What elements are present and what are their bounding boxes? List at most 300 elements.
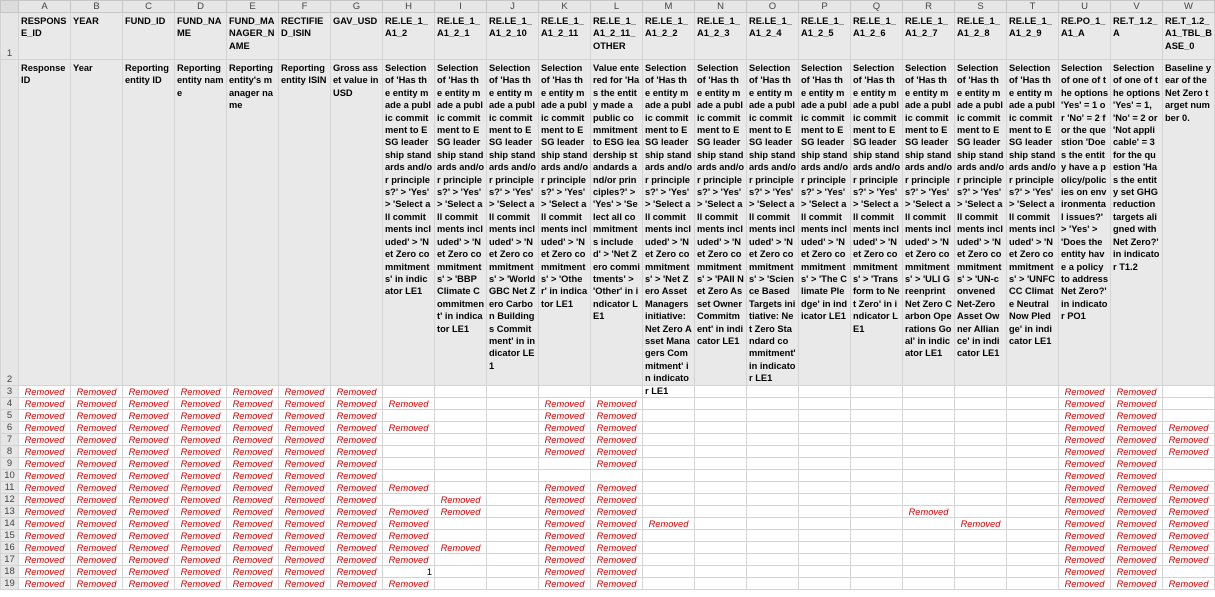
- data-cell[interactable]: [851, 506, 903, 518]
- data-cell[interactable]: [799, 482, 851, 494]
- column-header-a[interactable]: A: [19, 1, 71, 13]
- data-cell[interactable]: [851, 530, 903, 542]
- data-cell[interactable]: [695, 578, 747, 590]
- header-description-cell[interactable]: [227, 60, 279, 386]
- data-cell[interactable]: Removed: [175, 530, 227, 542]
- data-cell[interactable]: [955, 470, 1007, 482]
- data-cell[interactable]: [695, 446, 747, 458]
- header-description-cell[interactable]: [123, 60, 175, 386]
- data-cell[interactable]: [435, 482, 487, 494]
- data-cell[interactable]: Removed: [71, 554, 123, 566]
- column-header-b[interactable]: B: [71, 1, 123, 13]
- column-header-w[interactable]: W: [1163, 1, 1215, 13]
- data-cell[interactable]: Removed: [175, 542, 227, 554]
- data-cell[interactable]: Removed: [227, 386, 279, 398]
- data-cell[interactable]: [1007, 386, 1059, 398]
- column-header-n[interactable]: N: [695, 1, 747, 13]
- data-cell[interactable]: Removed: [19, 458, 71, 470]
- data-cell[interactable]: [747, 434, 799, 446]
- data-cell[interactable]: Removed: [175, 494, 227, 506]
- data-cell[interactable]: Removed: [539, 410, 591, 422]
- data-cell[interactable]: [695, 542, 747, 554]
- data-cell[interactable]: Removed: [383, 482, 435, 494]
- data-cell[interactable]: Removed: [1059, 530, 1111, 542]
- data-cell[interactable]: Removed: [19, 518, 71, 530]
- data-cell[interactable]: Removed: [19, 494, 71, 506]
- header-code-cell[interactable]: RE.LE_1_A1_2_4: [747, 13, 799, 60]
- data-cell[interactable]: [487, 434, 539, 446]
- data-cell[interactable]: Removed: [1059, 422, 1111, 434]
- data-cell[interactable]: Removed: [279, 542, 331, 554]
- row-header[interactable]: 9: [1, 458, 19, 470]
- data-cell[interactable]: [1007, 482, 1059, 494]
- data-cell[interactable]: Removed: [591, 542, 643, 554]
- data-cell[interactable]: [435, 422, 487, 434]
- data-cell[interactable]: [903, 386, 955, 398]
- row-header[interactable]: 18: [1, 566, 19, 578]
- data-cell[interactable]: Removed: [591, 422, 643, 434]
- data-cell[interactable]: Removed: [1059, 494, 1111, 506]
- data-cell[interactable]: Removed: [71, 446, 123, 458]
- data-cell[interactable]: [1007, 578, 1059, 590]
- data-cell[interactable]: Removed: [1163, 494, 1215, 506]
- data-cell[interactable]: Removed: [279, 410, 331, 422]
- data-cell[interactable]: Removed: [227, 470, 279, 482]
- data-cell[interactable]: Removed: [227, 482, 279, 494]
- header-code-cell[interactable]: RE.PO_1_A1_A: [1059, 13, 1111, 60]
- data-cell[interactable]: [955, 506, 1007, 518]
- data-cell[interactable]: [1007, 434, 1059, 446]
- data-cell[interactable]: Removed: [19, 434, 71, 446]
- header-code-cell[interactable]: GAV_USD: [331, 13, 383, 60]
- data-cell[interactable]: Removed: [1111, 446, 1163, 458]
- header-code-cell[interactable]: RE.LE_1_A1_2_11: [539, 13, 591, 60]
- data-cell[interactable]: Removed: [591, 434, 643, 446]
- data-cell[interactable]: [643, 506, 695, 518]
- data-cell[interactable]: Removed: [1059, 410, 1111, 422]
- data-cell[interactable]: [799, 566, 851, 578]
- header-code-cell[interactable]: RE.LE_1_A1_2_7: [903, 13, 955, 60]
- data-cell[interactable]: Removed: [227, 578, 279, 590]
- data-cell[interactable]: Removed: [591, 410, 643, 422]
- data-cell[interactable]: Removed: [19, 446, 71, 458]
- data-cell[interactable]: Removed: [71, 470, 123, 482]
- column-header-v[interactable]: V: [1111, 1, 1163, 13]
- data-cell[interactable]: [435, 434, 487, 446]
- data-cell[interactable]: Removed: [331, 518, 383, 530]
- data-cell[interactable]: [747, 554, 799, 566]
- header-description-cell[interactable]: [1111, 60, 1163, 386]
- data-cell[interactable]: Removed: [1163, 446, 1215, 458]
- data-cell[interactable]: Removed: [175, 482, 227, 494]
- data-cell[interactable]: Removed: [71, 518, 123, 530]
- data-cell[interactable]: [1163, 470, 1215, 482]
- header-description-cell[interactable]: [435, 60, 487, 386]
- data-cell[interactable]: [799, 542, 851, 554]
- data-cell[interactable]: Removed: [175, 410, 227, 422]
- data-cell[interactable]: Removed: [71, 398, 123, 410]
- data-cell[interactable]: [643, 446, 695, 458]
- data-cell[interactable]: [383, 410, 435, 422]
- data-cell[interactable]: [799, 470, 851, 482]
- data-cell[interactable]: [643, 398, 695, 410]
- data-cell[interactable]: Removed: [71, 566, 123, 578]
- data-cell[interactable]: [955, 446, 1007, 458]
- data-cell[interactable]: Removed: [1111, 386, 1163, 398]
- data-cell[interactable]: Removed: [123, 530, 175, 542]
- data-cell[interactable]: [955, 410, 1007, 422]
- data-cell[interactable]: [1163, 410, 1215, 422]
- row-header[interactable]: 12: [1, 494, 19, 506]
- header-description-cell[interactable]: [1007, 60, 1059, 386]
- data-cell[interactable]: Removed: [435, 494, 487, 506]
- data-cell[interactable]: [799, 434, 851, 446]
- row-header[interactable]: 17: [1, 554, 19, 566]
- data-cell[interactable]: Removed: [279, 554, 331, 566]
- data-cell[interactable]: Removed: [123, 554, 175, 566]
- data-cell[interactable]: Removed: [591, 530, 643, 542]
- header-description-cell[interactable]: [487, 60, 539, 386]
- data-cell[interactable]: Removed: [279, 518, 331, 530]
- data-cell[interactable]: Removed: [1163, 422, 1215, 434]
- data-cell[interactable]: Removed: [279, 494, 331, 506]
- data-cell[interactable]: Removed: [123, 542, 175, 554]
- data-cell[interactable]: [747, 542, 799, 554]
- data-cell[interactable]: [435, 518, 487, 530]
- data-cell[interactable]: [903, 398, 955, 410]
- data-cell[interactable]: Removed: [331, 458, 383, 470]
- data-cell[interactable]: [435, 386, 487, 398]
- data-cell[interactable]: Removed: [1059, 518, 1111, 530]
- data-cell[interactable]: [487, 386, 539, 398]
- header-description-cell[interactable]: [1163, 60, 1215, 386]
- data-cell[interactable]: [747, 386, 799, 398]
- data-cell[interactable]: Removed: [19, 470, 71, 482]
- data-cell[interactable]: Removed: [227, 542, 279, 554]
- header-description-cell[interactable]: [383, 60, 435, 386]
- header-description-cell[interactable]: [331, 60, 383, 386]
- column-header-t[interactable]: T: [1007, 1, 1059, 13]
- data-cell[interactable]: Removed: [331, 410, 383, 422]
- data-cell[interactable]: [851, 446, 903, 458]
- data-cell[interactable]: [643, 458, 695, 470]
- data-cell[interactable]: Removed: [19, 542, 71, 554]
- data-cell[interactable]: Removed: [1111, 530, 1163, 542]
- data-cell[interactable]: Removed: [1163, 578, 1215, 590]
- data-cell[interactable]: [383, 494, 435, 506]
- data-cell[interactable]: [487, 578, 539, 590]
- data-cell[interactable]: [903, 554, 955, 566]
- column-header-h[interactable]: H: [383, 1, 435, 13]
- header-code-cell[interactable]: YEAR: [71, 13, 123, 60]
- data-cell[interactable]: [747, 398, 799, 410]
- data-cell[interactable]: Removed: [279, 482, 331, 494]
- data-cell[interactable]: [695, 518, 747, 530]
- data-cell[interactable]: [955, 554, 1007, 566]
- data-cell[interactable]: [643, 434, 695, 446]
- data-cell[interactable]: Removed: [1059, 566, 1111, 578]
- data-cell[interactable]: [695, 458, 747, 470]
- data-cell[interactable]: [955, 494, 1007, 506]
- data-cell[interactable]: [487, 542, 539, 554]
- data-cell[interactable]: [903, 482, 955, 494]
- data-cell[interactable]: Removed: [331, 470, 383, 482]
- data-cell[interactable]: Removed: [71, 506, 123, 518]
- data-cell[interactable]: Removed: [1111, 542, 1163, 554]
- data-cell[interactable]: Removed: [19, 578, 71, 590]
- column-header-l[interactable]: L: [591, 1, 643, 13]
- data-cell[interactable]: [955, 542, 1007, 554]
- data-cell[interactable]: Removed: [123, 398, 175, 410]
- data-cell[interactable]: [955, 434, 1007, 446]
- data-cell[interactable]: Removed: [175, 506, 227, 518]
- data-cell[interactable]: [643, 578, 695, 590]
- header-description-cell[interactable]: [591, 60, 643, 386]
- data-cell[interactable]: [435, 578, 487, 590]
- data-cell[interactable]: Removed: [71, 542, 123, 554]
- data-cell[interactable]: Removed: [331, 578, 383, 590]
- data-cell[interactable]: Removed: [539, 422, 591, 434]
- row-header[interactable]: 19: [1, 578, 19, 590]
- data-cell[interactable]: [851, 482, 903, 494]
- data-cell[interactable]: Removed: [227, 494, 279, 506]
- header-code-cell[interactable]: RE.LE_1_A1_2_10: [487, 13, 539, 60]
- data-cell[interactable]: Removed: [1111, 578, 1163, 590]
- header-description-cell[interactable]: [643, 60, 695, 396]
- data-cell[interactable]: Removed: [331, 422, 383, 434]
- data-cell[interactable]: [435, 470, 487, 482]
- data-cell[interactable]: Removed: [71, 422, 123, 434]
- data-cell[interactable]: Removed: [331, 446, 383, 458]
- data-cell[interactable]: [799, 578, 851, 590]
- data-cell[interactable]: [799, 530, 851, 542]
- data-cell[interactable]: [799, 506, 851, 518]
- data-cell[interactable]: Removed: [1059, 386, 1111, 398]
- column-header-c[interactable]: C: [123, 1, 175, 13]
- data-cell[interactable]: [955, 482, 1007, 494]
- data-cell[interactable]: Removed: [123, 506, 175, 518]
- data-cell[interactable]: Removed: [279, 578, 331, 590]
- data-cell[interactable]: [487, 446, 539, 458]
- data-cell[interactable]: Removed: [539, 446, 591, 458]
- data-cell[interactable]: [643, 566, 695, 578]
- data-cell[interactable]: Removed: [331, 398, 383, 410]
- data-cell[interactable]: Removed: [331, 434, 383, 446]
- data-cell[interactable]: [747, 422, 799, 434]
- data-cell[interactable]: Removed: [19, 530, 71, 542]
- header-code-cell[interactable]: RE.LE_1_A1_2: [383, 13, 435, 60]
- data-cell[interactable]: [903, 410, 955, 422]
- data-cell[interactable]: Removed: [539, 554, 591, 566]
- header-description-cell[interactable]: [175, 60, 227, 386]
- data-cell[interactable]: [851, 566, 903, 578]
- data-cell[interactable]: [747, 494, 799, 506]
- data-cell[interactable]: Removed: [591, 506, 643, 518]
- data-cell[interactable]: Removed: [279, 386, 331, 398]
- column-header-j[interactable]: J: [487, 1, 539, 13]
- row-header[interactable]: 3: [1, 386, 19, 398]
- data-cell[interactable]: [695, 422, 747, 434]
- data-cell[interactable]: [539, 386, 591, 398]
- data-cell[interactable]: Removed: [71, 530, 123, 542]
- data-cell[interactable]: [383, 470, 435, 482]
- data-cell[interactable]: Removed: [123, 470, 175, 482]
- column-header-g[interactable]: G: [331, 1, 383, 13]
- data-cell[interactable]: [903, 422, 955, 434]
- data-cell[interactable]: [903, 566, 955, 578]
- data-cell[interactable]: [487, 518, 539, 530]
- data-cell[interactable]: [851, 518, 903, 530]
- data-cell[interactable]: Removed: [1059, 458, 1111, 470]
- data-cell[interactable]: Removed: [591, 578, 643, 590]
- data-cell[interactable]: [851, 542, 903, 554]
- data-cell[interactable]: [539, 458, 591, 470]
- data-cell[interactable]: Removed: [331, 386, 383, 398]
- data-cell[interactable]: Removed: [175, 446, 227, 458]
- header-description-cell[interactable]: [279, 60, 331, 386]
- data-cell[interactable]: Removed: [1111, 494, 1163, 506]
- header-code-cell[interactable]: RE.LE_1_A1_2_8: [955, 13, 1007, 60]
- data-cell[interactable]: [799, 398, 851, 410]
- data-cell[interactable]: [695, 470, 747, 482]
- data-cell[interactable]: [799, 458, 851, 470]
- data-cell[interactable]: Removed: [123, 422, 175, 434]
- data-cell[interactable]: Removed: [1111, 566, 1163, 578]
- row-header[interactable]: 13: [1, 506, 19, 518]
- data-cell[interactable]: [747, 458, 799, 470]
- data-cell[interactable]: Removed: [227, 458, 279, 470]
- data-cell[interactable]: Removed: [435, 542, 487, 554]
- data-cell[interactable]: [487, 470, 539, 482]
- data-cell[interactable]: Removed: [227, 566, 279, 578]
- data-cell[interactable]: [643, 554, 695, 566]
- header-code-cell[interactable]: FUND_NAME: [175, 13, 227, 60]
- data-cell[interactable]: Removed: [123, 458, 175, 470]
- data-cell[interactable]: Removed: [1163, 518, 1215, 530]
- data-cell[interactable]: Removed: [19, 554, 71, 566]
- data-cell[interactable]: Removed: [279, 506, 331, 518]
- data-cell[interactable]: Removed: [123, 482, 175, 494]
- data-cell[interactable]: Removed: [383, 422, 435, 434]
- data-cell[interactable]: [851, 554, 903, 566]
- data-cell[interactable]: [747, 518, 799, 530]
- data-cell[interactable]: [851, 470, 903, 482]
- data-cell[interactable]: Removed: [123, 566, 175, 578]
- data-cell[interactable]: Removed: [123, 494, 175, 506]
- column-header-s[interactable]: S: [955, 1, 1007, 13]
- data-cell[interactable]: Removed: [539, 506, 591, 518]
- data-cell[interactable]: Removed: [279, 398, 331, 410]
- data-cell[interactable]: Removed: [1111, 506, 1163, 518]
- data-cell[interactable]: [747, 530, 799, 542]
- column-header-m[interactable]: M: [643, 1, 695, 13]
- header-code-cell[interactable]: RE.LE_1_A1_2_3: [695, 13, 747, 60]
- data-cell[interactable]: Removed: [227, 518, 279, 530]
- data-cell[interactable]: [851, 494, 903, 506]
- data-cell[interactable]: [695, 506, 747, 518]
- data-cell[interactable]: Removed: [123, 446, 175, 458]
- data-cell[interactable]: [1007, 410, 1059, 422]
- data-cell[interactable]: Removed: [1163, 434, 1215, 446]
- data-cell[interactable]: Removed: [123, 410, 175, 422]
- data-cell[interactable]: [903, 494, 955, 506]
- data-cell[interactable]: [955, 386, 1007, 398]
- data-cell[interactable]: Removed: [19, 566, 71, 578]
- data-cell[interactable]: Removed: [1163, 542, 1215, 554]
- data-cell[interactable]: [903, 530, 955, 542]
- data-cell[interactable]: Removed: [227, 446, 279, 458]
- data-cell[interactable]: [955, 398, 1007, 410]
- header-code-cell[interactable]: RESPONSE_ID: [19, 13, 71, 60]
- data-cell[interactable]: [695, 386, 747, 398]
- header-description-cell[interactable]: [539, 60, 591, 386]
- row-header[interactable]: 4: [1, 398, 19, 410]
- data-cell[interactable]: [799, 410, 851, 422]
- header-code-cell[interactable]: FUND_ID: [123, 13, 175, 60]
- data-cell[interactable]: Removed: [1111, 482, 1163, 494]
- data-cell[interactable]: Removed: [331, 482, 383, 494]
- data-cell[interactable]: Removed: [591, 518, 643, 530]
- data-cell[interactable]: [747, 578, 799, 590]
- data-cell[interactable]: [591, 386, 643, 398]
- row-header[interactable]: 15: [1, 530, 19, 542]
- data-cell[interactable]: [903, 518, 955, 530]
- data-cell[interactable]: Removed: [331, 542, 383, 554]
- data-cell[interactable]: Removed: [1059, 470, 1111, 482]
- data-cell[interactable]: [747, 410, 799, 422]
- data-cell[interactable]: Removed: [1059, 506, 1111, 518]
- data-cell[interactable]: [643, 470, 695, 482]
- data-cell[interactable]: Removed: [19, 386, 71, 398]
- data-cell[interactable]: Removed: [123, 434, 175, 446]
- data-cell[interactable]: [747, 470, 799, 482]
- data-cell[interactable]: Removed: [591, 446, 643, 458]
- data-cell[interactable]: [955, 578, 1007, 590]
- header-code-cell[interactable]: RE.LE_1_A1_2_9: [1007, 13, 1059, 60]
- data-cell[interactable]: [487, 554, 539, 566]
- data-cell[interactable]: [903, 434, 955, 446]
- data-cell[interactable]: Removed: [19, 506, 71, 518]
- data-cell[interactable]: Removed: [331, 494, 383, 506]
- data-cell[interactable]: [1163, 386, 1215, 398]
- data-cell[interactable]: Removed: [1059, 398, 1111, 410]
- data-cell[interactable]: [747, 566, 799, 578]
- data-cell[interactable]: [1007, 554, 1059, 566]
- data-cell[interactable]: Removed: [71, 494, 123, 506]
- data-cell[interactable]: [955, 530, 1007, 542]
- row-header[interactable]: 10: [1, 470, 19, 482]
- data-cell[interactable]: [695, 410, 747, 422]
- data-cell[interactable]: [1007, 470, 1059, 482]
- row-header[interactable]: 5: [1, 410, 19, 422]
- data-cell[interactable]: [799, 494, 851, 506]
- data-cell[interactable]: Removed: [71, 578, 123, 590]
- data-cell[interactable]: Removed: [175, 578, 227, 590]
- data-cell[interactable]: [903, 578, 955, 590]
- data-cell[interactable]: [1007, 506, 1059, 518]
- data-cell[interactable]: Removed: [19, 398, 71, 410]
- data-cell[interactable]: [747, 506, 799, 518]
- header-code-cell[interactable]: RE.LE_1_A1_2_1: [435, 13, 487, 60]
- row-header[interactable]: 14: [1, 518, 19, 530]
- data-cell[interactable]: Removed: [175, 566, 227, 578]
- data-cell[interactable]: Removed: [1111, 434, 1163, 446]
- data-cell[interactable]: Removed: [227, 434, 279, 446]
- data-cell[interactable]: Removed: [1111, 422, 1163, 434]
- data-cell[interactable]: [903, 458, 955, 470]
- row-header[interactable]: 7: [1, 434, 19, 446]
- row-header[interactable]: 11: [1, 482, 19, 494]
